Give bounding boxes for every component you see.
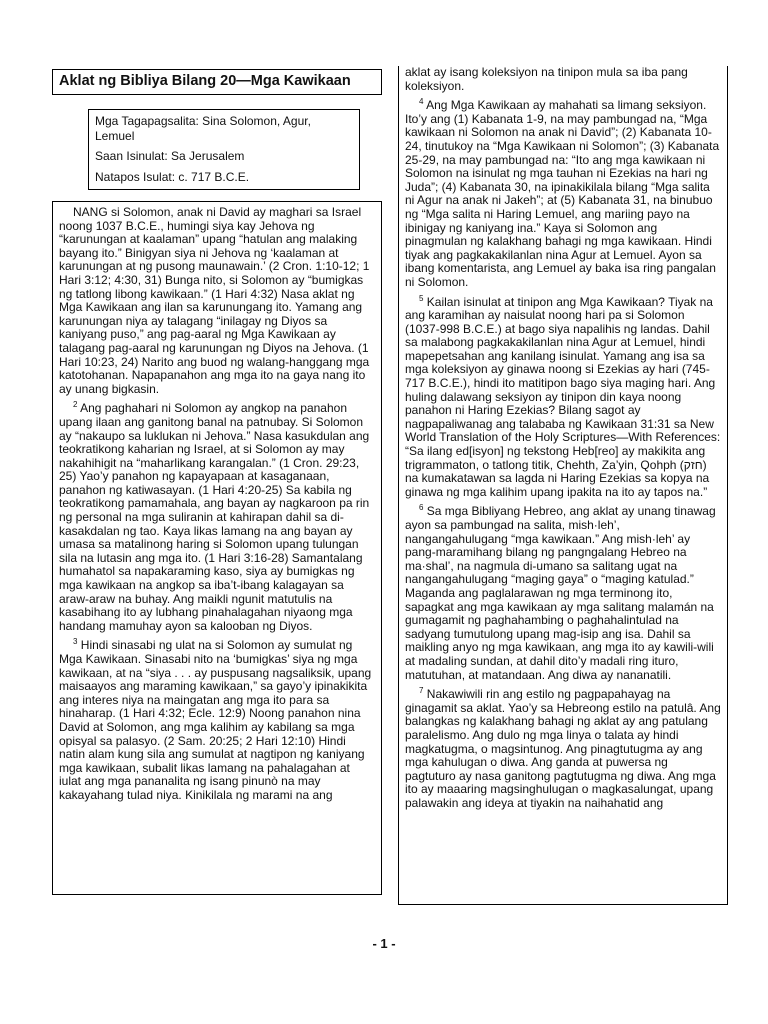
paragraph-number: 5 [419,293,424,303]
paragraph-text: aklat ay isang koleksiyon na tinipon mula sa iba pang koleksiyon. [405,66,688,93]
book-title: Aklat ng Bibliya Bilang 20—Mga Kawikaan [52,69,382,95]
paragraph-text: Kailan isinulat at tinipon ang Mga Kawikaan? Tiyak na ang karamihan ay naisulat noong hari pa si Solomon (1037-998 B.C.E.) at bago siya napalihis ng landas. Dahil sa malabong pagkakakilanlan nina Agur at Lemuel, hindi mapepetsahan ang kanilang isinulat. Yamang ang isa sa mga koleksiyon ay ginawa noong si Ezekias ay hari (745-717 B.C.E.), hindi ito matitipon bago siya maging hari. Ang huling dalawang seksiyon ay tinipon din kaya noong panahon ni Haring Ezekias? Bilang sagot ay nagpapaliwanag ang talababa ng Kawikaan 31:31 sa New World Translation of the Holy Scriptures—With References: “Sa ilang ed[isyon] ng tekstong Heb[reo] ay makikita ang trigrammaton, o tatlong titik, Chehth, Za’yin, Qohph (חזק) na kumakatawan sa lagda ni Haring Ezekias sa kopya na ginawa ng mga kalihim upang ipakita na ito ay tapos na.” [405,294,721,499]
left-body-text [52,201,382,895]
paragraph-number: 4 [419,97,424,107]
paragraph-text: Nakawiwili rin ang estilo ng pagpapahayag na ginagamit sa aklat. Yao’y sa Hebreong estilo na patulâ. Ang balangkas ng kalakhang bahagi ng aklat ay ang patulang paralelismo. Ang dulo ng mga linya o talata ay hindi magkatugma, o magsintunog. Ang pinagtutugma ay ang mga kahulugan o diwa. Ang ganda at puwersa ng pagtuturo ay nasa ganitong pagtutugma ng diwa. Ang mga ito ay maaaring magsinghulugan o magkasalungat, upang palawakin ang ideya at tiyakin na naihahatid ang [405,687,721,810]
paragraph-number: 7 [419,686,424,696]
paragraph-3 [59,639,375,802]
paragraph-text: Sa mga Bibliyang Hebreo, ang aklat ay unang tinawag ayon sa pambungad na salita, mish·leh’, nangangahulugang “mga kawikaan.” Ang mish·leh’ ay pang-maramihang bilang ng pangngalang Hebreo na ma·shal’, na nagmula di-umano sa salitang ugat na nangangahulugang “maging gaya” o “maging katulad.” Maganda ang paglalarawan ng mga terminong ito, sapagkat ang mga kawikaan ay mga salitang malamán na gumagamit ng paghahambing o paghahalintulad na sadyang tumutulong upang mag-isip ang isa. Dahil sa maikling anyo ng mga kawikaan, ang mga ito ay kawili-wili at madaling sundan, at dahil dito’y madali ring ituro, matutuhan, at matandaan. Ang diwa ay nananatili. [405,504,716,682]
right-column [398,66,728,905]
paragraph-4 [405,99,721,289]
paragraph-3-continued [405,66,721,93]
speakers-line: Mga Tagapagsalita: Sina Solomon, Agur, Lemuel [95,114,311,143]
left-column [52,62,382,895]
paragraph-number: 2 [73,400,78,410]
paragraph-text: Ang paghahari ni Solomon ay angkop na panahon upang ilaan ang ganitong banal na patnubay. Si Solomon ay “nakaupo sa luklukan ni Jehova.” Nasa kasukdulan ang teokratikong kaharian ng Israel, at si Solomon ay may nakahihigit na “maharlikang karangalan.” (1 Cron. 29:23, 25) Yao’y panahon ng kapayapaan at kasaganaan, panahon ng katiwasayan. (1 Hari 4:20-25) Sa kabila ng teokratikong pamamahala, ang bayan ay nagkaroon pa rin ng personal na mga suliranin at kahirapan dahil sa di-kasakdalan ng tao. Kaya likas lamang na ang bayan ay umasa sa matalinong haring si Solomon upang tulungan sila na lutasin ang mga ito. (1 Hari 3:16-28) Samantalang humahatol sa napakaraming kaso, siya ay bumigkas ng mga kawikaan na angkop sa iba’t-ibang kalagayan sa araw-araw na buhay. Ang maikli ngunit matutulis na kasabihang ito ay lubhang pinahalagahan niyaong mga handang mamuhay ayon sa kalooban ng Diyos. [59,401,370,633]
paragraph-text: Hindi sinasabi ng ulat na si Solomon ay sumulat ng Mga Kawikaan. Sinasabi nito na ‘bumigkas’ siya ng mga kawikaan, at na “siya . . . ay puspusang nagsaliksik, upang maisaayos ang maraming kawikaan,” sa gayo’y ipinakikita ang interes niya na maingatan ang mga ito para sa hinaharap. (1 Hari 4:32; Ecle. 12:9) Noong panahon nina David at Solomon, ang mga kalihim ay kabilang sa mga opisyal sa palasyo. (2 Sam. 20:25; 2 Hari 12:10) Hindi natin alam kung sila ang sumulat at nagtipon ng kaniyang mga kawikaan, subalit likas lamang na pahalagahan at iulat ang mga pananalita ng isang pinunò na may kakayahang tulad niya. Kinikilala ng marami na ang [59,638,372,802]
paragraph-1 [59,206,375,396]
right-body-text [398,66,728,905]
paragraph-number: 3 [73,637,78,647]
paragraph-2 [59,402,375,633]
book-info-box [88,109,360,190]
date-completed-line: Natapos Isulat: c. 717 B.C.E. [95,169,250,184]
paragraph-number: 6 [419,503,424,513]
paragraph-text: Ang Mga Kawikaan ay mahahati sa limang seksiyon. Ito’y ang (1) Kabanata 1-9, na may pambungad na, “Mga kawikaan ni Solomon na anak ni David”; (2) Kabanata 10-24, tinutukoy na “Mga Kawikaan ni Solomon”; (3) Kabanata 25-29, na may pambungad na: “Ito ang mga kawikaan ni Solomon na isinulat ng mga tauhan ni Ezekias na hari ng Juda”; (4) Kabanata 30, na ipinakikilala bilang “Mga salita ni Agur na anak ni Jakeh”; at (5) Kabanata 31, na binubuo ng “Mga salita ni Haring Lemuel, ang mariing payo na ibinigay ng kaniyang ina.” Kaya si Solomon ang pinagmulan ng kalakhang bahagi ng mga kawikaan. Hindi tiyak ang pagkakakilanlan nina Agur at Lemuel. Ayon sa ibang komentarista, ang Lemuel ay baka isa ring pangalan ni Solomon. [405,98,720,289]
page-number: - 1 - [372,936,396,951]
paragraph-5 [405,293,721,500]
place-written-line: Saan Isinulat: Sa Jerusalem [95,149,245,163]
paragraph-7 [405,688,721,810]
paragraph-text: NANG si Solomon, anak ni David ay maghari sa Israel noong 1037 B.C.E., humingi siya kay Jehova ng “karunungan at kaalaman” upang “hatulan ang malaking bayang ito.” Binigyan siya ni Jehova ng ‘kaalaman at karunungan at ng pusong maunawain.’ (2 Cron. 1:10-12; 1 Hari 3:12; 4:30, 31) Bunga nito, si Solomon ay “bumigkas ng tatlong libong kawikaan.” (1 Hari 4:32) Nasa aklat ng Mga Kawikaan ang ilan sa karunungang ito. Yamang ang karunungan niya ay talagang “inilagay ng Diyos sa kaniyang puso,” ang pag-aaral ng Mga Kawikaan ay talagang pag-aaral ng karunungan ng Diyos na Jehova. (1 Hari 10:23, 24) Narito ang buod ng walang-hanggang mga katotohanan. Napapanahon ang mga ito na gaya nang ito ay unang bigkasin. [59,205,370,396]
paragraph-6 [405,505,721,682]
